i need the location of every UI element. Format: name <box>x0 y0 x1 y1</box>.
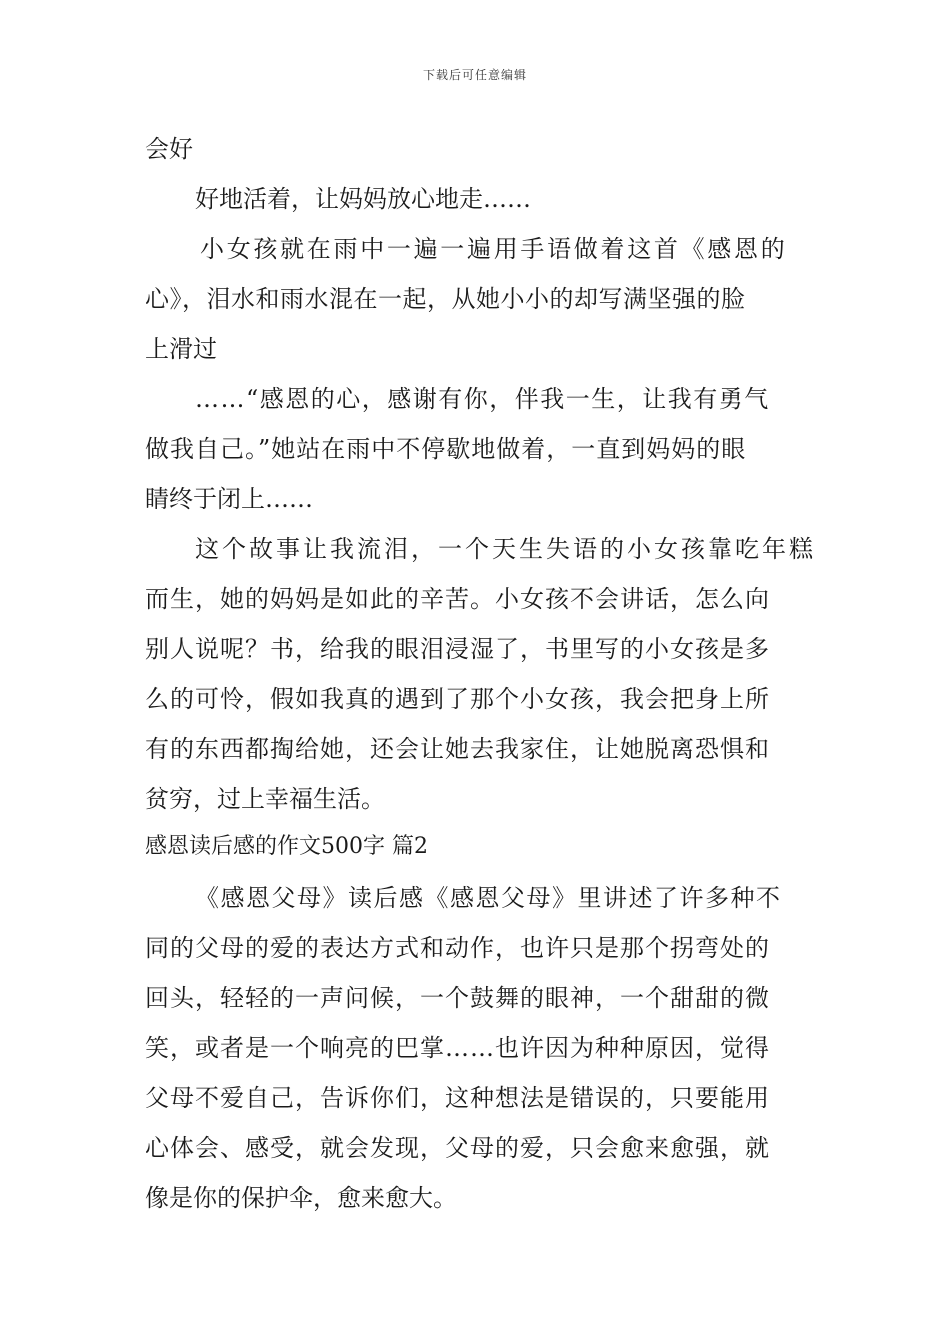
text-line: ……“感恩的心，感谢有你，伴我一生，让我有勇气 <box>195 385 770 413</box>
text-line: 做我自己。”她站在雨中不停歇地做着，一直到妈妈的眼 <box>145 435 747 463</box>
text-line: 小女孩就在雨中一遍一遍用手语做着这首《感恩的 <box>200 235 788 263</box>
text-line: 而生，她的妈妈是如此的辛苦。小女孩不会讲话，怎么向 <box>145 585 770 613</box>
text-line: 贫穷，过上幸福生活。 <box>145 785 385 813</box>
text-line: 笑，或者是一个响亮的巴掌……也许因为种种原因，觉得 <box>145 1034 770 1062</box>
text-line: 心》，泪水和雨水混在一起，从她小小的却写满坚强的脸 <box>145 285 746 313</box>
text-line: 有的东西都掏给她，还会让她去我家住，让她脱离恐惧和 <box>145 735 770 763</box>
section-heading: 感恩读后感的作文500字 篇2 <box>145 834 428 859</box>
text-line: 像是你的保护伞，愈来愈大。 <box>145 1184 457 1212</box>
text-line: 么的可怜，假如我真的遇到了那个小女孩，我会把身上所 <box>145 685 770 713</box>
text-line: 这个故事让我流泪，一个天生失语的小女孩靠吃年糕 <box>195 535 816 563</box>
text-line: 好地活着，让妈妈放心地走…… <box>195 185 531 213</box>
text-line: 会好 <box>145 135 193 163</box>
page-header-note: 下载后可任意编辑 <box>422 68 527 82</box>
text-line: 睛终于闭上…… <box>145 485 313 513</box>
text-line: 回头，轻轻的一声问候，一个鼓舞的眼神，一个甜甜的微 <box>145 984 770 1012</box>
text-line: 《感恩父母》读后感《感恩父母》里讲述了许多种不 <box>195 884 782 912</box>
text-line: 别人说呢？书，给我的眼泪浸湿了，书里写的小女孩是多 <box>145 635 770 663</box>
text-line: 心体会、感受，就会发现，父母的爱，只会愈来愈强，就 <box>145 1134 770 1162</box>
text-line: 上滑过 <box>145 335 217 363</box>
text-line: 父母不爱自己，告诉你们，这种想法是错误的，只要能用 <box>145 1084 770 1112</box>
text-line: 同的父母的爱的表达方式和动作，也许只是那个拐弯处的 <box>145 934 770 962</box>
